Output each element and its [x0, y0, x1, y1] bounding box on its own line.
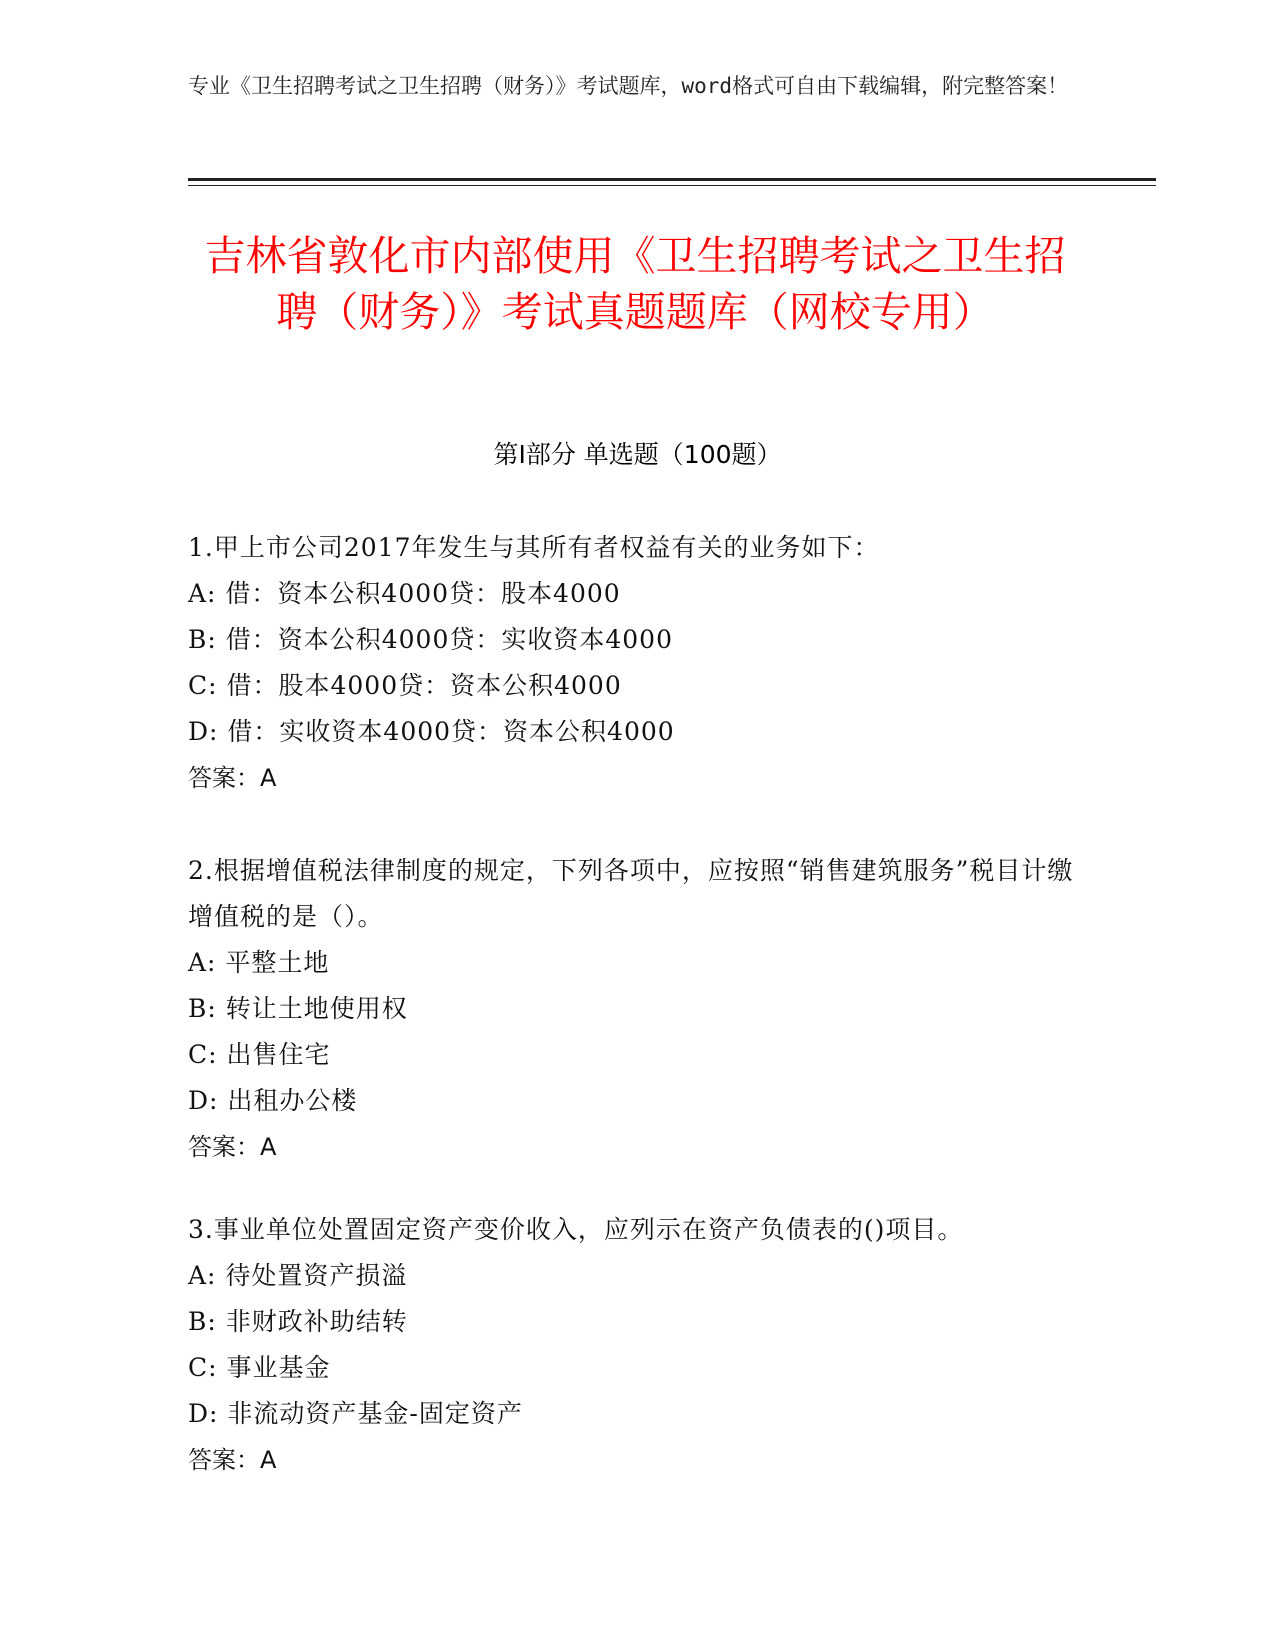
- question-1: [188, 525, 1088, 801]
- option-d: D: 非流动资产基金-固定资产: [188, 1399, 523, 1428]
- option-c: C: 借：股本4000贷：资本公积4000: [188, 671, 622, 700]
- header-rule-thin: [188, 185, 1156, 186]
- question-3: [188, 1207, 1088, 1483]
- option-d: D: 出租办公楼: [188, 1086, 358, 1115]
- option-d: D: 借：实收资本4000贷：资本公积4000: [188, 717, 675, 746]
- option-b: B: 借：资本公积4000贷：实收资本4000: [188, 625, 673, 654]
- option-b: B: 转让土地使用权: [188, 994, 408, 1023]
- answer-label: 答案：A: [188, 1446, 277, 1474]
- answer-label: 答案：A: [188, 764, 277, 792]
- option-c: C: 事业基金: [188, 1353, 331, 1382]
- question-2: [188, 848, 1088, 1170]
- question-stem: 3.事业单位处置固定资产变价收入，应列示在资产负债表的()项目。: [188, 1215, 964, 1244]
- option-a: A: 借：资本公积4000贷：股本4000: [188, 579, 621, 608]
- header-note: 专业《卫生招聘考试之卫生招聘（财务）》考试题库，word格式可自由下载编辑，附完整答案！: [188, 74, 1069, 98]
- option-b: B: 非财政补助结转: [188, 1307, 408, 1336]
- question-stem: 2.根据增值税法律制度的规定，下列各项中，应按照“销售建筑服务”税目计缴增值税的是（）。: [188, 856, 1074, 931]
- section-title: 第Ⅰ部分 单选题（100题）: [493, 440, 782, 469]
- option-a: A: 待处置资产损溢: [188, 1261, 408, 1290]
- question-stem: 1.甲上市公司2017年发生与其所有者权益有关的业务如下：: [188, 533, 880, 562]
- option-a: A: 平整土地: [188, 948, 330, 977]
- header-rule-thick: [188, 178, 1156, 181]
- option-c: C: 出售住宅: [188, 1040, 331, 1069]
- document-title: 吉林省敦化市内部使用《卫生招聘考试之卫生招聘（财务）》考试真题题库（网校专用）: [204, 232, 1066, 336]
- answer-label: 答案：A: [188, 1133, 277, 1161]
